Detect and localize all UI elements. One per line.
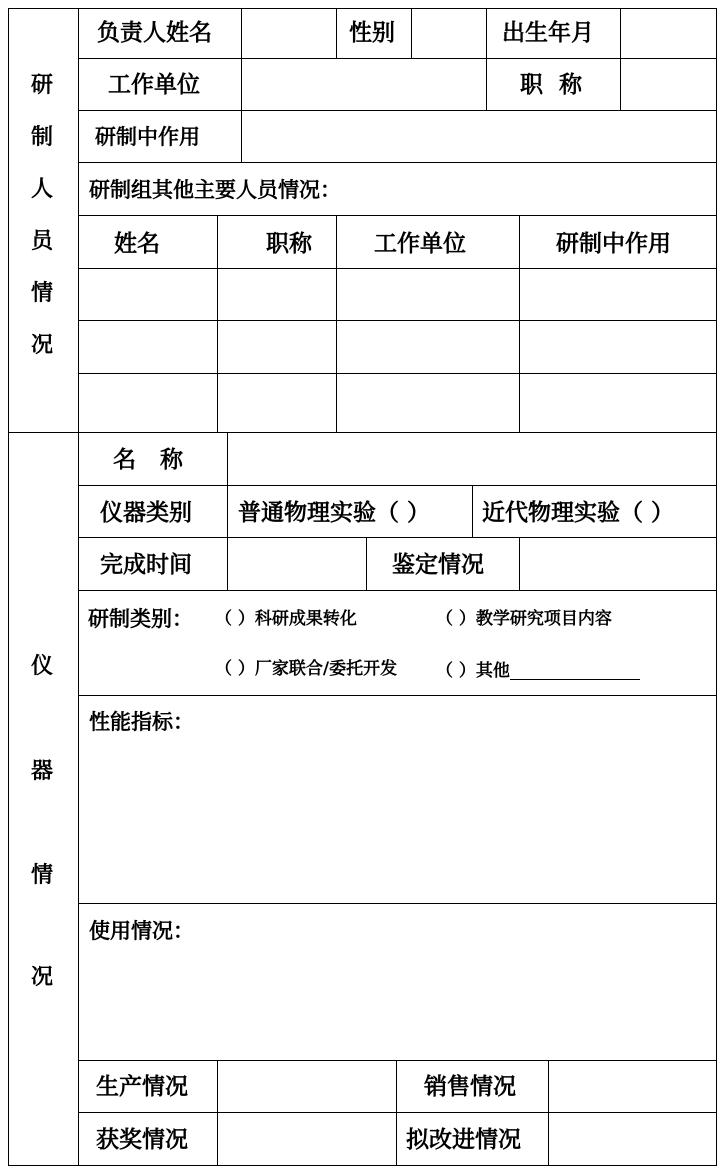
completion-time-field[interactable] xyxy=(228,538,366,590)
col-line xyxy=(366,537,367,591)
col-line xyxy=(396,1060,397,1166)
instrument-type-label: 仪器类别 xyxy=(100,499,192,526)
performance-label: 性能指标： xyxy=(89,709,194,734)
side-label-char: 人 xyxy=(31,176,54,202)
dev-option-research[interactable]: （ ）科研成果转化 xyxy=(215,609,357,629)
side-label-char: 员 xyxy=(31,228,54,254)
awards-label: 获奖情况 xyxy=(96,1126,188,1153)
border-right xyxy=(716,8,717,1166)
side-label-char: 况 xyxy=(31,964,54,990)
col-line xyxy=(336,8,337,59)
side-label-char: 仪 xyxy=(31,653,54,679)
table-header-title: 职称 xyxy=(266,230,312,257)
awards-field[interactable] xyxy=(218,1113,396,1165)
leader-name-label: 负责人姓名 xyxy=(97,19,212,46)
birth-label: 出生年月 xyxy=(502,19,594,46)
dev-option-other-label: （ ）其他 xyxy=(436,661,510,681)
row-line xyxy=(78,485,717,486)
leader-name-field[interactable] xyxy=(242,9,336,58)
border-top xyxy=(8,8,717,9)
table-row[interactable] xyxy=(79,321,717,373)
table-header-name: 姓名 xyxy=(114,230,160,257)
side-label-char: 研 xyxy=(31,72,54,98)
improvement-label: 拟改进情况 xyxy=(406,1126,521,1153)
performance-field[interactable] xyxy=(79,740,716,902)
row-line xyxy=(78,162,717,163)
col-line xyxy=(486,8,487,111)
row-line xyxy=(78,695,717,696)
col-line xyxy=(227,485,228,538)
table-row[interactable] xyxy=(79,269,717,320)
side-label-char: 器 xyxy=(31,758,54,784)
side-label-char: 制 xyxy=(31,124,54,150)
dev-option-other[interactable] xyxy=(436,661,640,680)
type-option-modern[interactable]: 近代物理实验（ ） xyxy=(482,499,675,526)
border-left xyxy=(8,8,9,1166)
dev-option-joint[interactable]: （ ）厂家联合/委托开发 xyxy=(215,659,398,679)
side-label-char: 况 xyxy=(31,332,54,358)
production-label: 生产情况 xyxy=(96,1073,188,1100)
instrument-name-field[interactable] xyxy=(228,433,716,485)
work-unit-field[interactable] xyxy=(242,59,486,110)
others-heading: 研制组其他主要人员情况： xyxy=(89,177,341,202)
sales-label: 销售情况 xyxy=(424,1073,516,1100)
row-line xyxy=(78,903,717,904)
table-header-role: 研制中作用 xyxy=(556,230,671,257)
side-label-char: 情 xyxy=(31,862,54,888)
appraisal-field[interactable] xyxy=(520,538,716,590)
gender-label: 性别 xyxy=(349,19,395,46)
col-line xyxy=(472,485,473,538)
usage-field[interactable] xyxy=(79,950,716,1059)
work-unit-label: 工作单位 xyxy=(108,71,200,98)
title-field[interactable] xyxy=(621,59,716,110)
improvement-field[interactable] xyxy=(549,1113,716,1165)
side-label-char: 情 xyxy=(31,280,54,306)
table-row[interactable] xyxy=(79,374,717,432)
gender-field[interactable] xyxy=(412,9,486,58)
birth-field[interactable] xyxy=(621,9,716,58)
appraisal-label: 鉴定情况 xyxy=(392,551,484,578)
completion-time-label: 完成时间 xyxy=(100,551,192,578)
type-option-general[interactable]: 普通物理实验（ ） xyxy=(238,499,431,526)
usage-label: 使用情况： xyxy=(89,918,194,943)
production-field[interactable] xyxy=(218,1061,396,1112)
role-label: 研制中作用 xyxy=(95,124,200,149)
instrument-name-label: 名 称 xyxy=(113,446,184,473)
border-bottom xyxy=(8,1165,717,1166)
sales-field[interactable] xyxy=(549,1061,716,1112)
dev-category-label: 研制类别： xyxy=(88,606,193,631)
row-line xyxy=(78,590,717,591)
title-label: 职 称 xyxy=(520,71,583,98)
dev-option-teaching[interactable]: （ ）教学研究项目内容 xyxy=(436,609,612,629)
other-blank-line[interactable] xyxy=(510,661,640,680)
role-field[interactable] xyxy=(242,111,716,162)
row-line xyxy=(78,215,717,216)
table-header-work-unit: 工作单位 xyxy=(374,230,466,257)
